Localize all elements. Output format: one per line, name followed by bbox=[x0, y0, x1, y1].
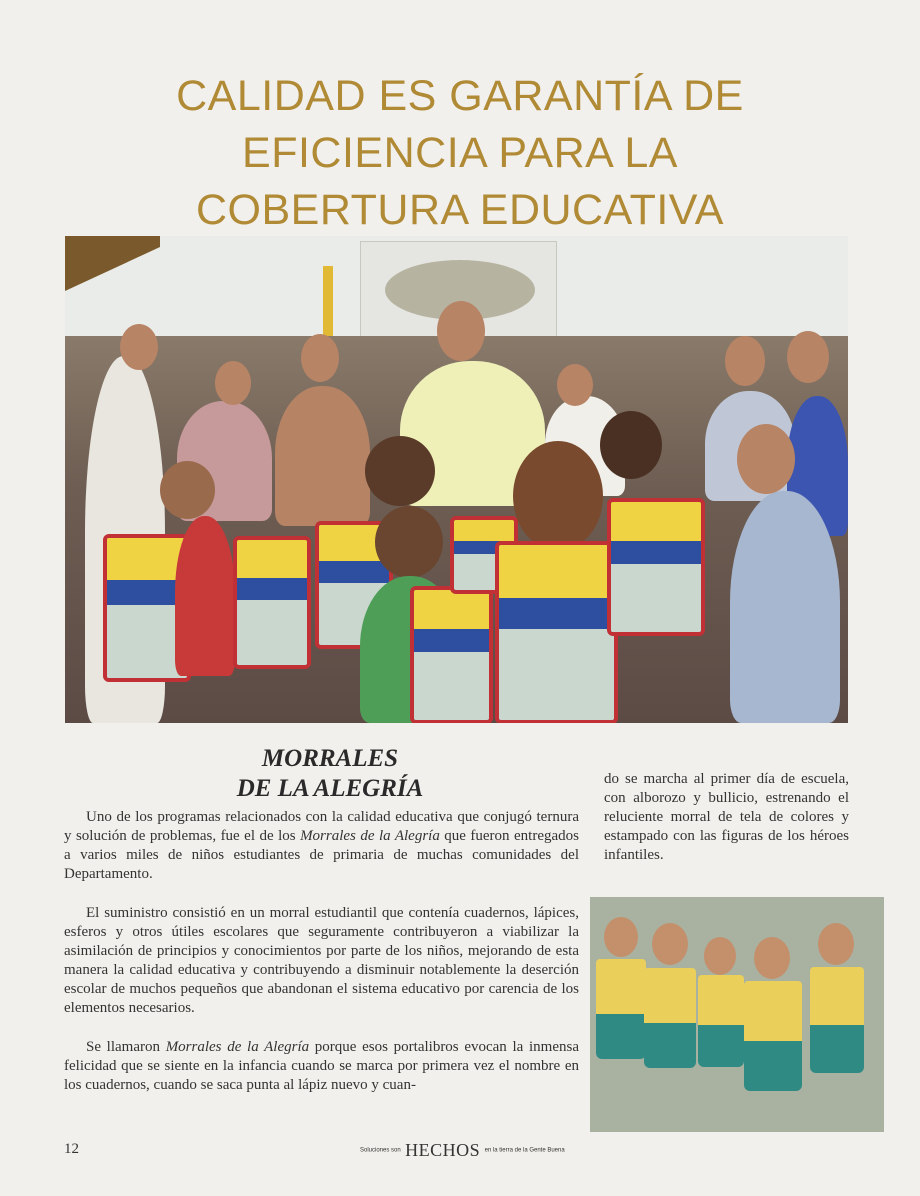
photo-head bbox=[120, 324, 158, 370]
photo-boy-right bbox=[730, 491, 840, 723]
photo-head bbox=[600, 411, 662, 479]
paragraph-1-text-b: que fueron entregados a varios miles de niños estudiantes de primaria de muchas comunidades del Departamento. bbox=[64, 828, 579, 882]
paragraph-2: El suministro consistió en un morral estudiantil que contenía cuadernos, lápices, esferos y otros útiles escolares que seguramente contribuyeron a viabilizar la asimilación de principios y conocimientos por parte de los niños, mejorando de esta manera la calidad educativa y contribuyendo a disminuir notablemente la deserción escolar de muchos pequeños que abandonan el sistema educativo por carencia de los elementos necesarios. bbox=[64, 905, 579, 1016]
photo-child bbox=[644, 913, 699, 1113]
paragraph-3-text-b: porque esos portalibros evocan la inmensa felicidad que se siente en la infancia cuando se marca por primera vez el nombre en los cuadernos, cuando se saca punta al lápiz nuevo y cuan- bbox=[64, 1039, 579, 1093]
backpack bbox=[410, 586, 493, 723]
photo-head bbox=[215, 361, 251, 405]
title-line-2: EFICIENCIA PARA LA bbox=[242, 129, 678, 177]
photo-child bbox=[594, 907, 649, 1107]
title-line-3: COBERTURA EDUCATIVA bbox=[196, 186, 724, 234]
photo-child bbox=[742, 929, 804, 1129]
right-column bbox=[604, 770, 849, 865]
footer-brand: HECHOS bbox=[405, 1140, 481, 1160]
children-uniform-photo bbox=[590, 897, 884, 1132]
page-number: 12 bbox=[64, 1141, 79, 1157]
paragraph-1-emphasis: Morrales de la Alegría bbox=[300, 828, 440, 844]
section-heading bbox=[200, 744, 460, 804]
photo-child bbox=[698, 929, 746, 1119]
backpack bbox=[495, 541, 618, 723]
photo-head bbox=[725, 336, 765, 386]
paragraph-3 bbox=[64, 1038, 579, 1095]
heading-line-2: DE LA ALEGRÍA bbox=[236, 775, 424, 802]
photo-head bbox=[375, 506, 443, 578]
footer-post: en la tierra de la Gente Buena bbox=[484, 1147, 565, 1154]
main-photo-ceremony bbox=[65, 236, 848, 723]
paragraph-1-text-a: Uno de los programas relacionados con la calidad educativa que conjugó ternura y solución de problemas, fue el de los bbox=[64, 809, 579, 844]
photo-head bbox=[557, 364, 593, 406]
photo-head bbox=[737, 424, 795, 494]
page-title bbox=[120, 68, 800, 239]
photo-person bbox=[275, 386, 370, 526]
left-column bbox=[64, 808, 579, 1115]
photo-head bbox=[437, 301, 485, 361]
photo-head bbox=[787, 331, 829, 383]
footer-pre: Soluciones son bbox=[360, 1147, 401, 1154]
paragraph-continued: do se marcha al primer día de escuela, con alborozo y bullicio, estrenando el reluciente morral de tela de colores y estampado con las figuras de los héroes infantiles. bbox=[604, 771, 849, 863]
photo-head bbox=[301, 334, 339, 382]
paragraph-1 bbox=[64, 808, 579, 884]
heading-line-1: MORRALES bbox=[261, 745, 399, 772]
backpack bbox=[607, 498, 705, 636]
backpack bbox=[233, 536, 311, 669]
title-line-1: CALIDAD ES GARANTÍA DE bbox=[176, 72, 744, 120]
photo-head bbox=[513, 441, 603, 551]
paragraph-3-text-a: Se llamaron bbox=[86, 1039, 166, 1055]
photo-head bbox=[365, 436, 435, 506]
paragraph-3-emphasis: Morrales de la Alegría bbox=[165, 1039, 310, 1055]
photo-child-red bbox=[175, 516, 235, 676]
photo-head bbox=[160, 461, 215, 519]
photo-child bbox=[808, 915, 868, 1115]
footer-slogan bbox=[360, 1140, 565, 1161]
